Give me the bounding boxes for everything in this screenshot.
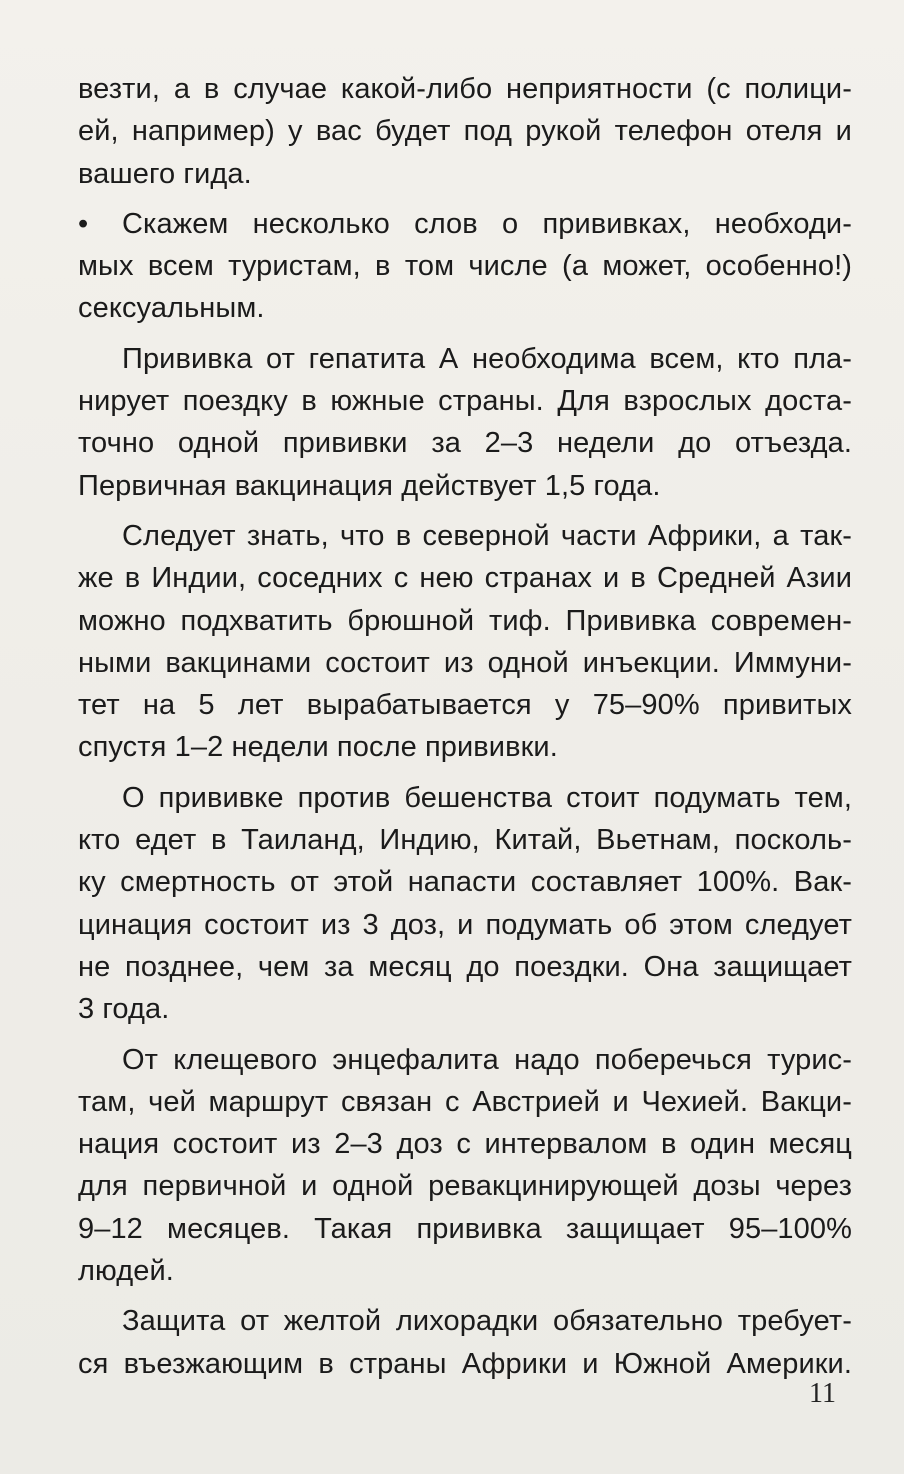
- text-line: 9–12 месяцев. Такая прививка защищает 95–100%: [78, 1212, 852, 1245]
- text-line: [78, 203, 852, 245]
- text-line: [78, 338, 852, 380]
- text-line: там, чей маршрут связан с Австрией и Чехией. Вакци-: [78, 1085, 852, 1118]
- text-line: ку смертность от этой напасти составляет 100%. Вак-: [78, 866, 852, 899]
- text-line: [78, 777, 852, 819]
- text-line-content: Скажем несколько слов о прививках, необходи-: [122, 207, 852, 240]
- paragraph-yellow-fever: [78, 1300, 852, 1385]
- text-line: нация состоит из 2–3 доз с интервалом в один месяц: [78, 1128, 852, 1161]
- text-line: 3 года.: [78, 993, 170, 1026]
- paragraph-continuation: [78, 68, 852, 195]
- text-line: не позднее, чем за месяц до поездки. Она защищает: [78, 950, 852, 983]
- bullet-icon: •: [78, 207, 89, 240]
- text-line: можно подхватить брюшной тиф. Прививка современ-: [78, 604, 852, 637]
- paragraph-hepatitis: [78, 338, 852, 507]
- text-line: сексуальным.: [78, 292, 265, 325]
- body-text: [78, 68, 852, 1393]
- text-line: вашего гида.: [78, 157, 252, 190]
- text-line: ся въезжающим в страны Африки и Южной Америки.: [78, 1347, 852, 1380]
- text-line: [78, 1039, 852, 1081]
- text-line-content: Прививка от гепатита А необходима всем, кто пла-: [122, 342, 852, 375]
- text-line: спустя 1–2 недели после прививки.: [78, 731, 558, 764]
- text-line: цинация состоит из 3 доз, и подумать об этом следует: [78, 908, 852, 941]
- text-line: людей.: [78, 1255, 174, 1288]
- text-line: точно одной прививки за 2–3 недели до отъезда.: [78, 427, 852, 460]
- text-line: нирует поездку в южные страны. Для взрослых доста-: [78, 385, 852, 418]
- text-line: ными вакцинами состоит из одной инъекции. Иммуни-: [78, 646, 852, 679]
- text-line: [78, 1300, 852, 1342]
- text-line: ей, например) у вас будет под рукой телефон отеля и: [78, 115, 852, 148]
- paragraph-rabies: [78, 777, 852, 1031]
- text-line-content: Защита от желтой лихорадки обязательно требует-: [122, 1305, 852, 1338]
- text-line: везти, а в случае какой-либо неприятности (с полици-: [78, 73, 852, 105]
- text-line-content: О прививке против бешенства стоит подумать тем,: [122, 781, 852, 814]
- page-number: 11: [809, 1378, 836, 1409]
- text-line: [78, 515, 852, 557]
- text-line: тет на 5 лет вырабатывается у 75–90% привитых: [78, 689, 852, 722]
- text-line: кто едет в Таиланд, Индию, Китай, Вьетнам, посколь-: [78, 824, 852, 857]
- text-line: для первичной и одной ревакцинирующей дозы через: [78, 1170, 852, 1203]
- paragraph-typhoid: [78, 515, 852, 769]
- text-line: мых всем туристам, в том числе (а может, особенно!): [78, 250, 852, 283]
- paragraph-bullet-vaccinations: [78, 203, 852, 330]
- text-line-content: Следует знать, что в северной части Африки, а так-: [122, 519, 852, 552]
- paragraph-encephalitis: [78, 1039, 852, 1293]
- text-line-content: От клещевого энцефалита надо поберечься турис-: [122, 1043, 852, 1076]
- text-line: Первичная вакцинация действует 1,5 года.: [78, 469, 661, 502]
- text-line: же в Индии, соседних с нею странах и в Средней Азии: [78, 562, 852, 595]
